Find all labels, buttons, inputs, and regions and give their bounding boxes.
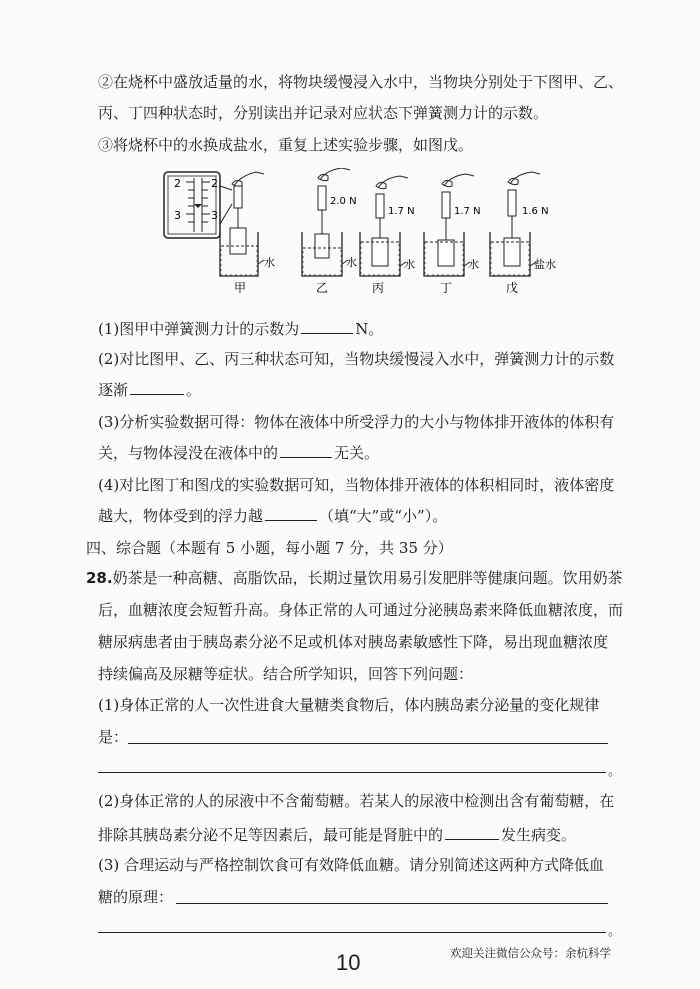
question-4-end: （填“大”或“小”）。 xyxy=(319,507,448,525)
zoom-tick-left-2: 2 xyxy=(174,177,181,190)
answer-line-28-1-a[interactable] xyxy=(128,743,608,744)
question-28-3-line-1: (3) 合理运动与严格控制饮食可有效降低血糖。请分别简述这两种方式降低血 xyxy=(98,856,605,874)
reading-wu: 1.6 N xyxy=(522,206,549,217)
question-2-text: 逐渐 xyxy=(98,381,129,399)
setup-yi xyxy=(302,168,357,295)
question-2-line-2 xyxy=(98,378,201,401)
question-28-1-line-1: (1)身体正常的人一次性进食大量糖类食物后，体内胰岛素分泌量的变化规律 xyxy=(98,696,600,714)
answer-end-mark-1: 。 xyxy=(608,764,622,779)
question-28-line-2: 后，血糖浓度会短暂升高。身体正常的人可通过分泌胰岛素来降低血糖浓度，而 xyxy=(98,601,624,619)
question-3-text: 关，与物体浸没在液体中的 xyxy=(98,444,279,462)
question-28-line-1 xyxy=(86,567,623,589)
setup-jia xyxy=(220,172,275,295)
zoom-inset xyxy=(164,172,232,238)
question-28-number: 28. xyxy=(86,569,113,587)
question-2-end: 。 xyxy=(186,381,202,399)
section-heading: 四、综合题（本题有 5 小题，每小题 7 分，共 35 分） xyxy=(86,539,453,557)
caption-yi: 乙 xyxy=(316,281,329,295)
liquid-label-yi: 水 xyxy=(346,256,357,269)
zoom-tick-right-2: 2 xyxy=(211,177,218,190)
answer-line-28-1-b[interactable] xyxy=(98,772,606,773)
question-28-2-text: 排除其胰岛素分泌不足等因素后，最可能是肾脏中的 xyxy=(98,826,444,844)
question-4-line-2 xyxy=(98,504,447,527)
question-4-text: 越大，物体受到的浮力越 xyxy=(98,507,264,525)
question-28-2-line-1: (2)身体正常的人的尿液中不含葡萄糖。若某人的尿液中检测出含有葡萄糖，在 xyxy=(98,792,615,810)
answer-blank-2[interactable] xyxy=(130,378,184,395)
liquid-label-ding: 水 xyxy=(468,258,479,271)
answer-blank-1[interactable] xyxy=(301,317,353,334)
setup-bing xyxy=(360,176,415,295)
question-3-line-1: (3)分析实验数据可得：物体在液体中所受浮力的大小与物体排开液体的体积有 xyxy=(98,413,615,431)
question-28-line-4: 持续偏高及尿糖等症状。结合所学知识，回答下列问题： xyxy=(98,665,474,683)
step-2-line-1: ②在烧杯中盛放适量的水，将物块缓慢浸入水中，当物块分别处于下图甲、乙、 xyxy=(98,73,624,91)
page-number: 10 xyxy=(336,950,361,975)
question-28-text: 奶茶是一种高糖、高脂饮品，长期过量饮用易引发肥胖等健康问题。饮用奶茶 xyxy=(112,569,623,587)
question-28-3-line-2: 糖的原理： xyxy=(98,888,174,906)
setup-ding xyxy=(424,174,481,295)
answer-blank-28-2[interactable] xyxy=(445,823,499,840)
answer-line-28-3-b[interactable] xyxy=(98,932,606,933)
setup-wu xyxy=(490,172,556,295)
step-3: ③将烧杯中的水换成盐水，重复上述实验步骤，如图戊。 xyxy=(98,136,474,154)
caption-bing: 丙 xyxy=(372,281,385,295)
caption-ding: 丁 xyxy=(440,281,453,295)
question-3-line-2 xyxy=(98,441,379,464)
reading-ding: 1.7 N xyxy=(454,206,481,217)
answer-end-mark-2: 。 xyxy=(608,924,622,939)
experiment-figure xyxy=(160,168,580,308)
question-1 xyxy=(98,317,383,340)
question-28-2-line-2 xyxy=(98,823,576,846)
answer-blank-3[interactable] xyxy=(280,441,332,458)
liquid-label-bing: 水 xyxy=(404,258,415,271)
zoom-tick-right-3: 3 xyxy=(211,209,218,222)
reading-bing: 1.7 N xyxy=(388,206,415,217)
answer-line-28-3-a[interactable] xyxy=(176,903,608,904)
zoom-tick-left-3: 3 xyxy=(174,209,181,222)
question-2-line-1: (2)对比图甲、乙、丙三种状态可知，当物块缓慢浸入水中，弹簧测力计的示数 xyxy=(98,350,615,368)
question-4-line-1: (4)对比图丁和图戊的实验数据可知，当物体排开液体的体积相同时，液体密度 xyxy=(98,476,615,494)
question-1-text: (1)图甲中弹簧测力计的示数为 xyxy=(98,320,300,338)
question-1-unit: N。 xyxy=(355,320,384,338)
reading-yi: 2.0 N xyxy=(330,196,357,207)
question-28-2-end: 发生病变。 xyxy=(501,826,577,844)
liquid-label-wu: 盐水 xyxy=(534,258,556,271)
caption-jia: 甲 xyxy=(234,281,247,295)
caption-wu: 戊 xyxy=(506,281,519,295)
question-28-line-3: 糖尿病患者由于胰岛素分泌不足或机体对胰岛素敏感性下降，易出现血糖浓度 xyxy=(98,633,609,651)
question-3-end: 无关。 xyxy=(334,444,380,462)
question-28-1-line-2: 是： xyxy=(98,728,129,746)
answer-blank-4[interactable] xyxy=(265,504,317,521)
liquid-label-jia: 水 xyxy=(264,256,275,269)
footer-note: 欢迎关注微信公众号：余杭科学 xyxy=(450,946,611,960)
step-2-line-2: 丙、丁四种状态时，分别读出并记录对应状态下弹簧测力计的示数。 xyxy=(98,104,549,122)
